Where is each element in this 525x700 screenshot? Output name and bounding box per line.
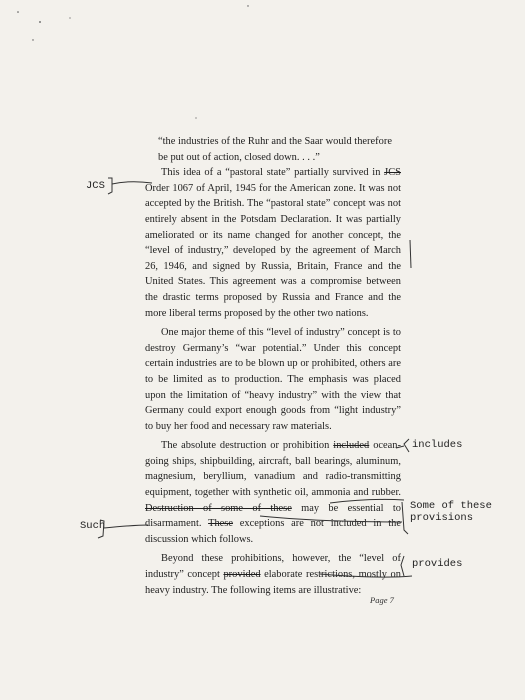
quote-text: “the industries of the Ruhr and the Saar would therefore be put out of action, closed down. . . .” — [158, 136, 392, 163]
such-bracket — [98, 520, 104, 538]
includes-bracket — [404, 439, 409, 452]
speck — [39, 21, 41, 23]
annotation-jcs: JCS — [86, 180, 105, 192]
jcs-bracket — [108, 178, 112, 194]
provides-line — [320, 574, 412, 577]
annotation-provides: provides — [412, 558, 463, 570]
jcs-arrow-line — [112, 182, 152, 184]
text-segment: elaborate restrictions, mostly on heavy industry. The following items are illustrative: — [145, 569, 401, 596]
text-segment: The absolute destruction or prohibition — [161, 440, 334, 452]
struck-provided: provided — [223, 569, 261, 581]
provisions-bracket — [402, 502, 408, 534]
speck — [32, 39, 33, 40]
struck-these: These — [208, 518, 233, 530]
struck-included: included — [333, 440, 370, 452]
speck — [69, 17, 70, 18]
speck — [195, 117, 196, 118]
provisions-line-top — [330, 499, 404, 503]
such-line — [104, 525, 148, 528]
text-segment: may be essential to disarmament. — [145, 502, 401, 530]
struck-jcs: JCS — [384, 167, 401, 179]
margin-rule — [410, 240, 411, 268]
annotation-includes: includes — [412, 439, 463, 451]
page-number: Page 7 — [370, 595, 394, 605]
text-segment: Order 1067 of April, 1945 for the American zone. It was not accepted by the British. The “pastoral state” concept was not entirely absent in the Potsdam Declaration. It was partially ameliorated or its name changed for another concept, the “level of industry,” developed by the agreement of March 26, 1946, and signed by Russia, Britain, France and the United States. This agreement was a compromise between the drastic terms proposed by Russia and France and the more liberal terms proposed by the other two nations. — [145, 182, 401, 319]
annotation-some-of-these: Some of these — [410, 500, 492, 512]
struck-destruction: Destruction of some of these — [145, 502, 292, 514]
annotation-such: Such — [80, 520, 106, 532]
annotation-provisions: provisions — [410, 512, 474, 524]
provides-bracket — [401, 556, 404, 576]
provisions-line-bottom — [260, 516, 402, 522]
page-specks — [17, 5, 249, 118]
text-segment: exceptions are not included in the discussion which follows. — [145, 518, 401, 545]
speck — [17, 11, 19, 13]
text-segment: ocean-going ships, shipbuilding, aircraft, ball bearings, aluminum, magnesium, beryllium, vanadium and radio-transmitting equipment, together with synthetic oil, ammonia and rubber. — [145, 440, 401, 499]
includes-connector — [396, 446, 404, 448]
text-segment: This idea of a “pastoral state” partially survived in — [161, 167, 385, 179]
text-segment: Beyond these prohibitions, however, the “level of industry” concept — [145, 553, 401, 581]
speck — [247, 5, 248, 6]
text-segment: One major theme of this “level of industry” concept is to destroy Germany’s “war potential.” Under this concept certain industries are to be blown up or prohibited, others are to be limited as to production. The emphasis was placed upon the limitation of “heavy industry” with the view that Germany could export enough goods from “light industry” to buy her food and necessary raw materials. — [145, 327, 401, 432]
